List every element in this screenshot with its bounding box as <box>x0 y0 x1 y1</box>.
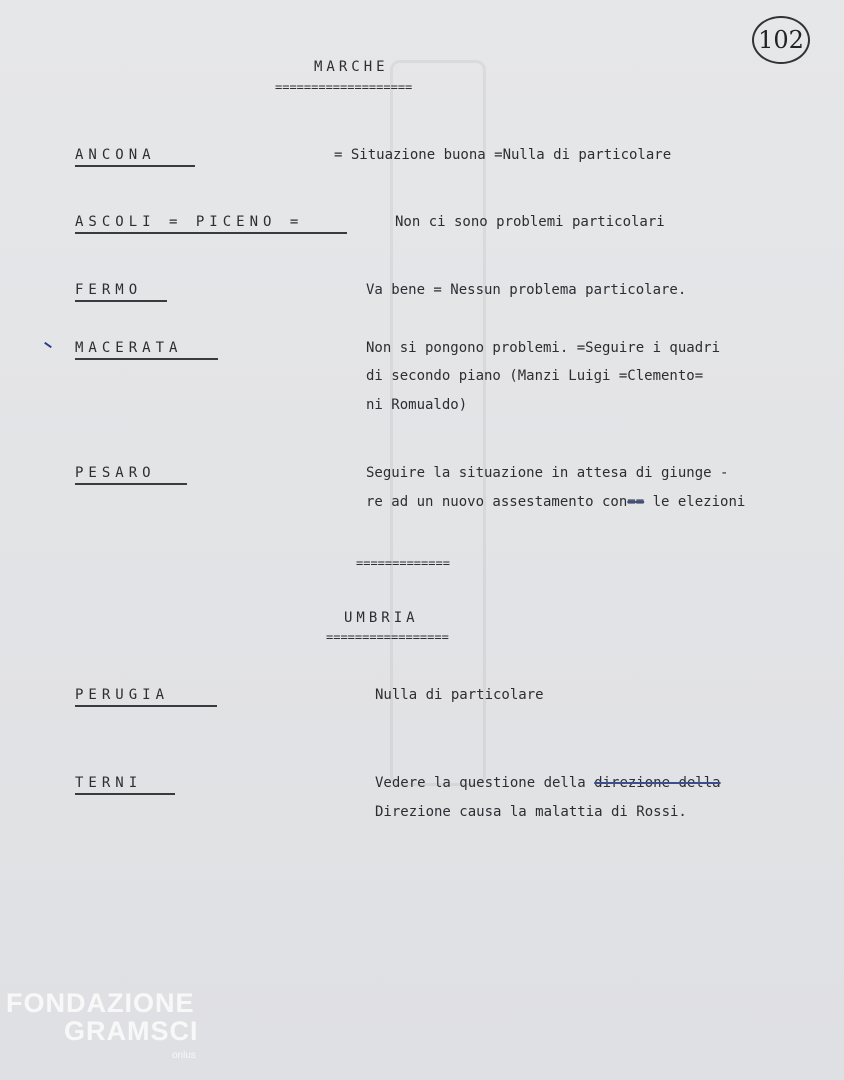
archive-stamp-watermark <box>390 60 486 786</box>
entry-text-pesaro-line2: re ad un nuovo assestamento con== le elezioni <box>366 494 746 510</box>
entry-label-ascoli-piceno: ASCOLI = PICENO = <box>75 214 304 230</box>
entry-text-terni-line1: Vedere la questione della direzione della <box>375 775 721 791</box>
entry-text-perugia: Nulla di particolare <box>375 687 544 703</box>
entry-text-fermo: Va bene = Nessun problema particolare. <box>366 282 687 298</box>
label-underline <box>75 232 347 234</box>
entry-text-macerata-line3: ni Romualdo) <box>366 397 468 413</box>
entry-text-macerata-line2: di secondo piano (Manzi Luigi =Clemento= <box>366 368 704 384</box>
page-number: 102 <box>752 16 810 64</box>
label-underline <box>75 705 217 707</box>
section-underline-umbria: ================= <box>326 630 449 644</box>
section-separator: ============= <box>356 556 450 570</box>
entry-label-pesaro: PESARO <box>75 465 156 481</box>
entry-text-pesaro-line1: Seguire la situazione in attesa di giunge - <box>366 465 729 481</box>
label-underline <box>75 483 187 485</box>
entry-label-fermo: FERMO <box>75 282 143 298</box>
gramsci-logo-text: GRAMSCI <box>64 1016 199 1046</box>
margin-tick-mark <box>44 342 52 348</box>
entry-label-terni: TERNI <box>75 775 143 791</box>
entry-text-macerata-line1: Non si pongono problemi. =Seguire i quadri <box>366 340 721 356</box>
entry-label-ancona: ANCONA <box>75 147 156 163</box>
label-underline <box>75 300 167 302</box>
label-underline <box>75 165 195 167</box>
label-underline <box>75 793 175 795</box>
onlus-logo-text: onlus <box>172 1050 196 1061</box>
section-underline-marche: =================== <box>275 80 413 94</box>
entry-text-ancona: = Situazione buona =Nulla di particolare <box>334 147 672 163</box>
entry-text-ascoli-piceno: Non ci sono problemi particolari <box>395 214 665 230</box>
section-heading-marche: MARCHE <box>314 59 389 75</box>
entry-label-macerata: MACERATA <box>75 340 183 356</box>
label-underline <box>75 358 218 360</box>
fondazione-logo-text: FONDAZIONE <box>6 988 195 1018</box>
entry-label-perugia: PERUGIA <box>75 687 170 703</box>
section-heading-umbria: UMBRIA <box>344 610 419 626</box>
entry-text-terni-line2: Direzione causa la malattia di Rossi. <box>375 804 687 820</box>
